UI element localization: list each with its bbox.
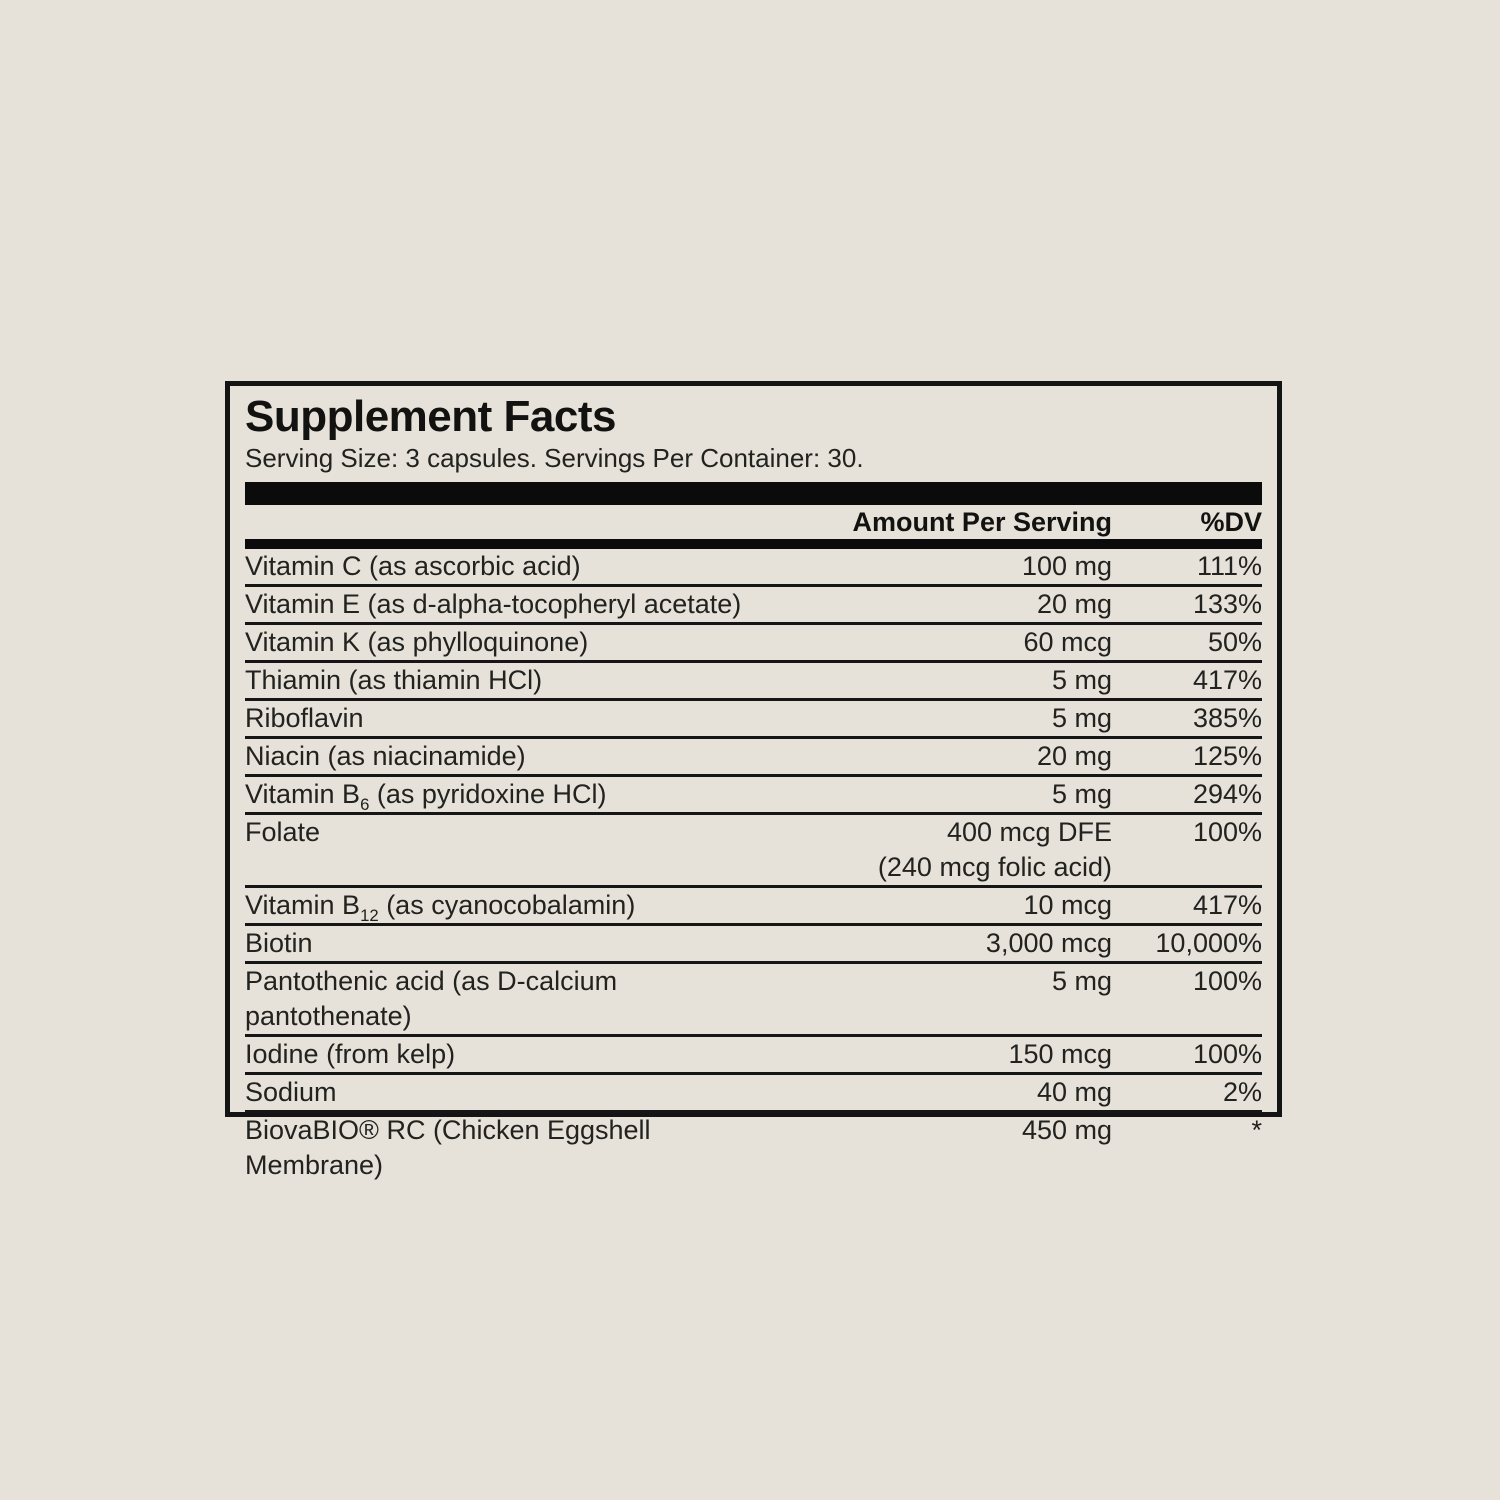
amount-value: 3,000 mcg [985, 928, 1112, 958]
amount-value: 5 mg [1051, 703, 1112, 733]
nutrient-amount [782, 625, 1112, 660]
column-header-dv: %DV [1200, 506, 1262, 537]
nutrient-name [245, 926, 782, 961]
amount-value: 40 mg [1036, 1077, 1112, 1107]
nutrient-name [245, 587, 782, 622]
serving-info: Serving Size: 3 capsules. Servings Per Container: 30. [245, 443, 864, 473]
amount-value: 100 mg [1021, 551, 1112, 581]
nutrient-name [245, 777, 782, 812]
nutrient-amount [782, 663, 1112, 698]
table-row [245, 663, 1262, 701]
table-row [245, 1113, 1262, 1183]
nutrient-amount [782, 964, 1112, 999]
nutrient-dv: 133% [1192, 589, 1262, 619]
table-row [245, 926, 1262, 964]
nutrient-name-text: Vitamin B [245, 779, 361, 809]
nutrient-name-text: Pantothenic acid (as D-calcium pantothenate) [245, 966, 618, 1031]
amount-value: 20 mg [1036, 741, 1112, 771]
amount-value: 5 mg [1051, 665, 1112, 695]
nutrient-name [245, 815, 782, 850]
amount-value: 10 mcg [1023, 890, 1112, 920]
amount-value: 20 mg [1036, 589, 1112, 619]
nutrient-name-text: Vitamin K (as phylloquinone) [245, 627, 589, 657]
nutrient-dv: 2% [1222, 1077, 1262, 1107]
nutrient-name-text: (as pyridoxine HCl) [369, 779, 607, 809]
nutrient-dv: 385% [1192, 703, 1262, 733]
amount-value: 450 mg [1021, 1115, 1112, 1145]
nutrient-name-subscript: 6 [360, 794, 370, 814]
medium-divider-bar [245, 539, 1262, 549]
amount-value: 5 mg [1051, 779, 1112, 809]
nutrient-name [245, 1113, 782, 1183]
table-row [245, 964, 1262, 1037]
nutrient-amount [782, 777, 1112, 812]
nutrient-name [245, 964, 782, 1034]
nutrient-amount [782, 926, 1112, 961]
table-row [245, 739, 1262, 777]
nutrient-amount [782, 701, 1112, 736]
nutrient-name [245, 888, 782, 923]
panel-title: Supplement Facts [245, 392, 616, 441]
column-header-amount: Amount Per Serving [852, 506, 1112, 537]
thick-divider-bar [245, 482, 1262, 505]
nutrient-dv: 417% [1192, 890, 1262, 920]
nutrient-amount [782, 888, 1112, 923]
table-row [245, 549, 1262, 587]
nutrient-dv: 50% [1207, 627, 1262, 657]
table-row [245, 777, 1262, 815]
amount-value: 400 mcg DFE [946, 817, 1112, 847]
nutrient-name [245, 701, 782, 736]
column-header-spacer [245, 505, 782, 540]
nutrient-name-text: BiovaBIO® RC (Chicken Eggshell Membrane) [245, 1115, 651, 1180]
nutrient-dv: 100% [1192, 1039, 1262, 1069]
nutrient-name-text: Riboflavin [245, 703, 364, 733]
nutrient-dv: 100% [1192, 817, 1262, 847]
nutrient-dv: 125% [1192, 741, 1262, 771]
amount-value: 60 mcg [1023, 627, 1112, 657]
nutrient-name [245, 549, 782, 584]
amount-value: 150 mcg [1008, 1039, 1112, 1069]
nutrient-amount [782, 1037, 1112, 1072]
nutrient-name-text: Vitamin C (as ascorbic acid) [245, 551, 581, 581]
nutrient-amount [782, 1113, 1112, 1148]
nutrient-dv: 100% [1192, 966, 1262, 996]
nutrient-amount [782, 739, 1112, 774]
nutrient-dv: 294% [1192, 779, 1262, 809]
table-row [245, 625, 1262, 663]
nutrient-name-text: Iodine (from kelp) [245, 1039, 456, 1069]
nutrient-name-text: (as cyanocobalamin) [378, 890, 636, 920]
supplement-facts-panel [225, 381, 1282, 1180]
nutrient-amount [782, 587, 1112, 622]
nutrient-name [245, 1037, 782, 1072]
nutrient-name-text: Vitamin B [245, 890, 361, 920]
nutrient-table [245, 549, 1262, 1183]
nutrient-name-text: Folate [245, 817, 321, 847]
nutrient-name [245, 739, 782, 774]
nutrient-name-text: Niacin (as niacinamide) [245, 741, 526, 771]
nutrient-amount [782, 815, 1112, 885]
nutrient-name [245, 625, 782, 660]
nutrient-name-text: Vitamin E (as d-alpha-tocopheryl acetate) [245, 589, 742, 619]
nutrient-dv: 111% [1196, 551, 1262, 581]
table-row [245, 587, 1262, 625]
table-row [245, 1037, 1262, 1075]
amount-value-secondary: (240 mcg folic acid) [877, 852, 1112, 882]
table-row [245, 815, 1262, 888]
nutrient-dv: * [1251, 1115, 1262, 1145]
nutrient-name-text: Biotin [245, 928, 313, 958]
amount-value: 5 mg [1051, 966, 1112, 996]
table-row [245, 888, 1262, 926]
nutrient-dv: 10,000% [1155, 928, 1262, 958]
nutrient-amount [782, 549, 1112, 584]
nutrient-name-text: Thiamin (as thiamin HCl) [245, 665, 543, 695]
nutrient-name [245, 663, 782, 698]
nutrient-name-text: Sodium [245, 1077, 337, 1107]
table-row [245, 1075, 1262, 1113]
nutrient-name-subscript: 12 [360, 905, 379, 925]
nutrient-amount [782, 1075, 1112, 1110]
nutrient-dv: 417% [1192, 665, 1262, 695]
table-row [245, 701, 1262, 739]
column-header-row [245, 505, 1262, 539]
nutrient-name [245, 1075, 782, 1110]
